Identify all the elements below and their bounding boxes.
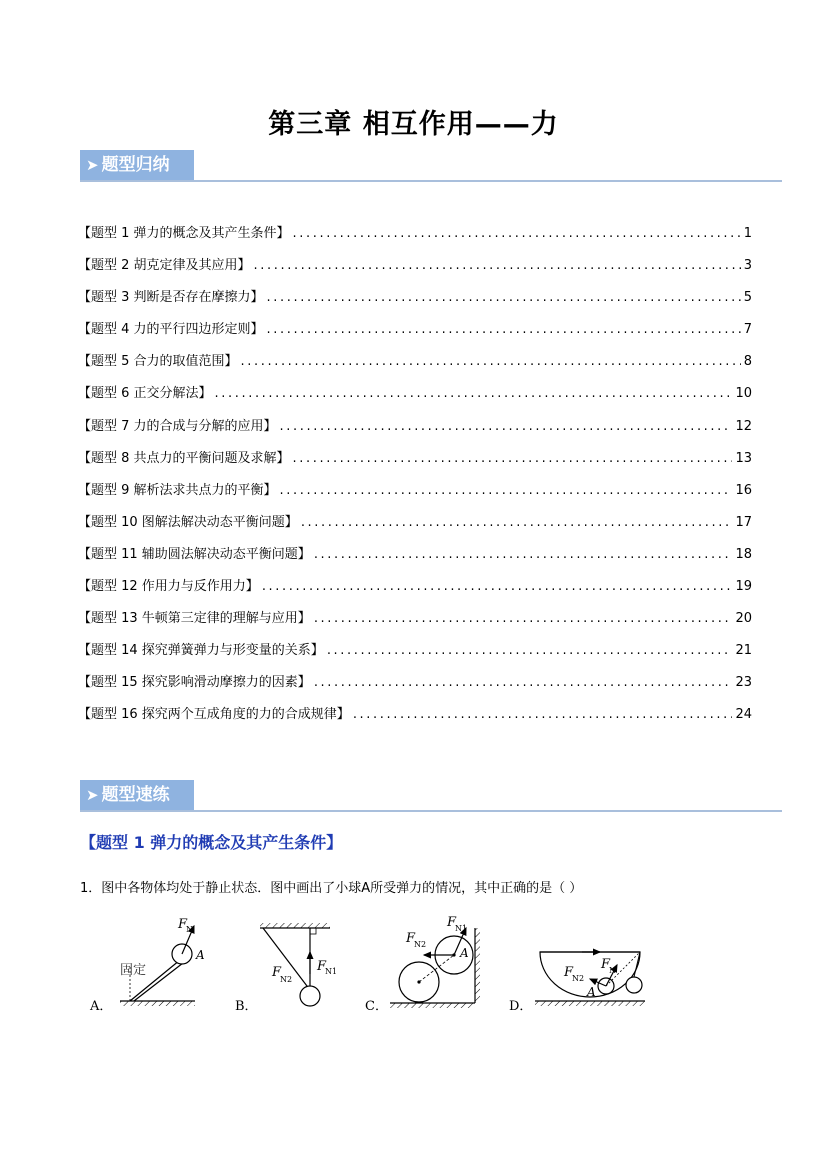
toc-page-number: 24 [735, 707, 752, 723]
toc-page-number: 16 [735, 482, 752, 498]
question-type-heading: 【题型 1 弹力的概念及其产生条件】 [80, 833, 343, 852]
table-of-contents [78, 222, 752, 736]
toc-entry-label: 【题型 8 共点力的平衡问题及求解】 [78, 450, 290, 466]
toc-leader-dots [280, 419, 733, 434]
toc-leader-dots [267, 290, 741, 305]
arrow-icon: ➤ [86, 786, 99, 804]
toc-entry-label: 【题型 2 胡克定律及其应用】 [78, 258, 251, 274]
toc-entry[interactable] [78, 575, 752, 607]
toc-entry[interactable] [78, 286, 752, 318]
force-label: F [601, 957, 611, 972]
toc-leader-dots [293, 226, 741, 241]
toc-entry[interactable] [78, 318, 752, 350]
toc-entry-label: 【题型 14 探究弹簧弹力与形变量的关系】 [78, 643, 324, 659]
toc-entry-label: 【题型 6 正交分解法】 [78, 386, 212, 402]
page-title: 第三章 相互作用——力 [268, 109, 559, 140]
toc-page-number: 18 [735, 546, 752, 562]
toc-page-number: 7 [743, 322, 752, 338]
toc-leader-dots [262, 579, 733, 594]
toc-page-number: 12 [735, 418, 752, 434]
force-label: F [564, 965, 574, 980]
toc-leader-dots [327, 643, 733, 658]
toc-entry[interactable] [78, 350, 752, 382]
svg-text:N1: N1 [325, 967, 338, 976]
toc-page-number: 19 [735, 579, 752, 595]
arrow-icon: ➤ [86, 156, 99, 174]
svg-text:N2: N2 [280, 975, 293, 984]
toc-entry-label: 【题型 1 弹力的概念及其产生条件】 [78, 226, 290, 241]
toc-entry[interactable] [78, 607, 752, 639]
force-label: F [406, 931, 416, 946]
toc-page-number: 8 [743, 354, 752, 370]
toc-page-number: 20 [735, 611, 752, 627]
toc-entry[interactable] [78, 415, 752, 447]
toc-entry[interactable] [78, 703, 752, 735]
toc-entry-label: 【题型 13 牛顿第三定律的理解与应用】 [78, 611, 311, 627]
toc-leader-dots [241, 354, 741, 369]
toc-entry[interactable] [78, 382, 752, 414]
figure-b [260, 923, 337, 1006]
toc-entry-label: 【题型 5 合力的取值范围】 [78, 354, 238, 370]
force-label: F [447, 915, 457, 930]
toc-page-number: 21 [735, 643, 752, 659]
toc-entry-label: 【题型 16 探究两个互成角度的力的合成规律】 [78, 707, 350, 723]
toc-leader-dots [293, 451, 733, 466]
toc-page-number: 17 [735, 514, 752, 530]
toc-leader-dots [314, 675, 733, 690]
force-label: F [317, 959, 327, 974]
toc-leader-dots [267, 322, 741, 337]
toc-entry[interactable] [78, 511, 752, 543]
toc-leader-dots [301, 515, 733, 530]
force-label: F [272, 965, 282, 980]
toc-entry-label: 【题型 3 判断是否存在摩擦力】 [78, 290, 264, 306]
fixed-label: 固定 [120, 963, 147, 978]
figure-d [535, 952, 645, 1006]
toc-entry[interactable] [78, 671, 752, 703]
toc-entry-label: 【题型 9 解析法求共点力的平衡】 [78, 482, 277, 498]
section-label: 题型归纳 [101, 155, 170, 175]
ball-label: A [460, 946, 469, 960]
divider [80, 810, 782, 812]
svg-text:N2: N2 [572, 974, 585, 983]
toc-entry[interactable] [78, 254, 752, 286]
question-text: 1．图中各物体均处于静止状态．图中画出了小球A所受弹力的情况，其中正确的是（ ） [80, 881, 583, 896]
toc-entry[interactable] [78, 639, 752, 671]
toc-page-number: 5 [743, 290, 752, 306]
toc-leader-dots [314, 547, 733, 562]
option-d-label: D． [509, 999, 533, 1014]
svg-text:N: N [186, 925, 193, 934]
svg-text:N2: N2 [414, 940, 427, 949]
toc-page-number: 3 [743, 258, 752, 274]
toc-entry[interactable] [78, 222, 752, 254]
figure-group [90, 912, 650, 1017]
toc-entry[interactable] [78, 543, 752, 575]
toc-page-number: 23 [735, 675, 752, 691]
toc-entry-label: 【题型 10 图解法解决动态平衡问题】 [78, 514, 298, 530]
toc-page-number: 13 [735, 450, 752, 466]
section-label: 题型速练 [101, 785, 170, 805]
figure-c [390, 915, 480, 1008]
toc-leader-dots [215, 386, 733, 401]
toc-page-number: 10 [735, 386, 752, 402]
option-c-label: C． [365, 999, 388, 1014]
section-header-summary [80, 150, 782, 182]
toc-page-number: 1 [743, 226, 752, 241]
svg-text:N1: N1 [455, 924, 468, 933]
option-a-label: A． [90, 999, 113, 1014]
option-b-label: B． [235, 999, 258, 1014]
toc-entry[interactable] [78, 447, 752, 479]
toc-leader-dots [353, 707, 733, 722]
ball-label: A [587, 985, 596, 999]
toc-entry[interactable] [78, 479, 752, 511]
toc-entry-label: 【题型 12 作用力与反作用力】 [78, 579, 259, 595]
toc-entry-label: 【题型 11 辅助圆法解决动态平衡问题】 [78, 546, 311, 562]
section-header-practice [80, 780, 782, 812]
toc-entry-label: 【题型 15 探究影响滑动摩擦力的因素】 [78, 675, 311, 691]
toc-leader-dots [280, 483, 733, 498]
divider [80, 180, 782, 182]
toc-leader-dots [254, 258, 741, 273]
toc-leader-dots [314, 611, 733, 626]
force-label: F [178, 917, 188, 932]
toc-entry-label: 【题型 7 力的合成与分解的应用】 [78, 418, 277, 434]
figure-a [120, 917, 205, 1006]
toc-entry-label: 【题型 4 力的平行四边形定则】 [78, 322, 264, 338]
ball-label: A [196, 948, 205, 962]
svg-text:N: N [609, 966, 616, 975]
